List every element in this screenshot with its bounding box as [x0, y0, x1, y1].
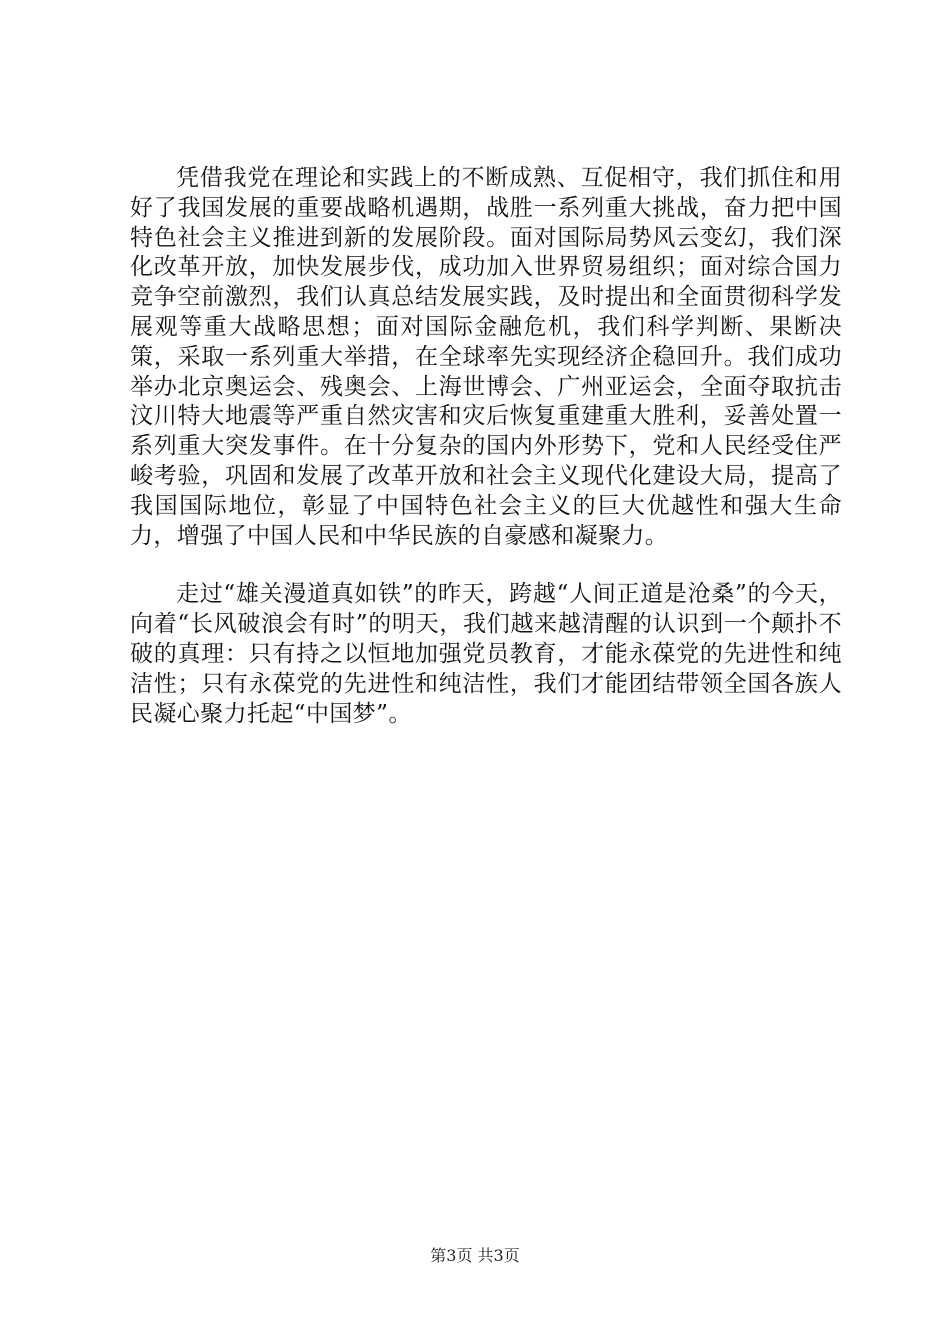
paragraph-conclusion: 走过“雄关漫道真如铁”的昨天，跨越“人间正道是沧桑”的今天，向着“长风破浪会有时”的明天，我们越来越清醒的认识到一个颠扑不破的真理：只有持之以恒地加强党员教育，才能永葆党的先进性和纯洁性；只有永葆党的先进性和纯洁性，我们才能团结带领全国各族人民凝心聚力托起“中国梦”。	[130, 581, 842, 727]
paragraph-achievements: 凭借我党在理论和实践上的不断成熟、互促相守，我们抓住和用好了我国发展的重要战略机遇期，战胜一系列重大挑战，奋力把中国特色社会主义推进到新的发展阶段。面对国际局势风云变幻，我们深化改革开放，加快发展步伐，成功加入世界贸易组织；面对综合国力竞争空前激烈，我们认真总结发展实践，及时提出和全面贯彻科学发展观等重大战略思想；面对国际金融危机，我们科学判断、果断决策，采取一系列重大举措，在全球率先实现经济企稳回升。我们成功举办北京奥运会、残奥会、上海世博会、广州亚运会，全面夺取抗击汶川特大地震等严重自然灾害和灾后恢复重建重大胜利，妥善处置一系列重大突发事件。在十分复杂的国内外形势下，党和人民经受住严峻考验，巩固和发展了改革开放和社会主义现代化建设大局，提高了我国国际地位，彰显了中国特色社会主义的巨大优越性和强大生命力，增强了中国人民和中华民族的自豪感和凝聚力。	[130, 165, 842, 549]
page-number-footer: 第3页 共3页	[430, 1246, 520, 1265]
document-body	[130, 164, 842, 729]
